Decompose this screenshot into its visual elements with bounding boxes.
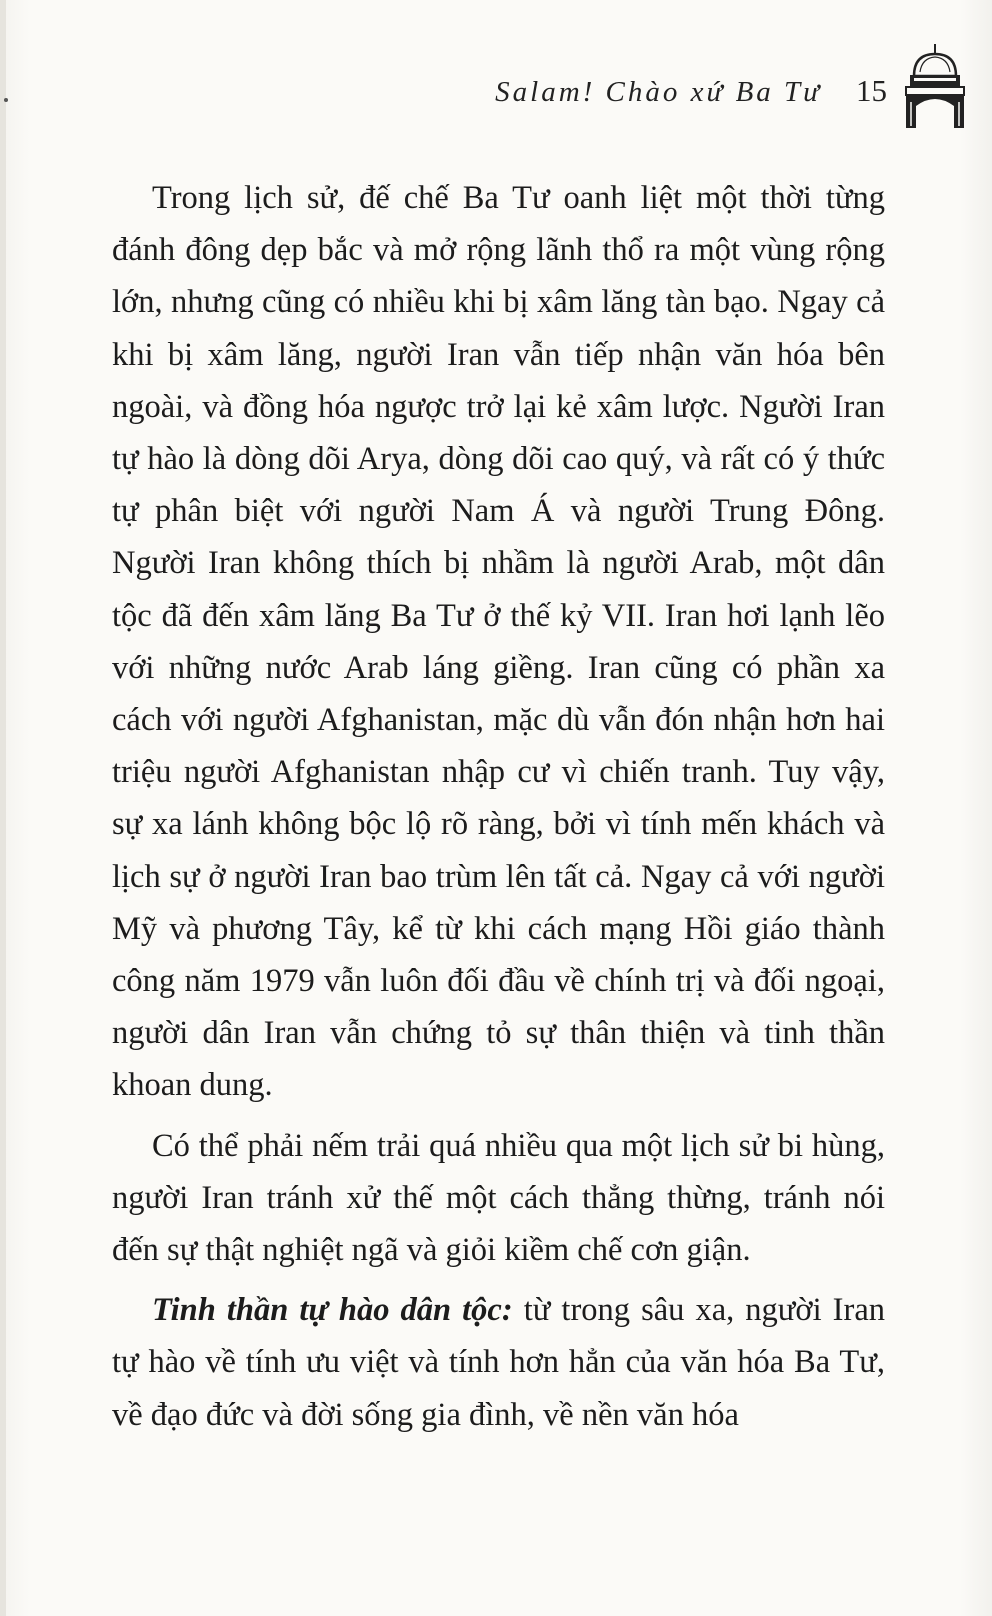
body-text — [112, 172, 885, 1441]
mosque-dome-icon — [902, 42, 968, 132]
paragraph-national-pride — [112, 1284, 885, 1441]
running-head: Salam! Chào xứ Ba Tư — [495, 76, 822, 108]
paragraph-national-pride-text: từ trong sâu xa, người Iran tự hào về tính ưu việt và tính hơn hẳn của văn hóa Ba Tư, về đạo đức và đời sống gia đình, về nền văn hóa — [112, 1292, 885, 1433]
paragraph-temperament: Có thể phải nếm trải quá nhiều qua một lịch sử bi hùng, người Iran tránh xử thế một cách thẳng thừng, tránh nói đến sự thật nghiệt ngã và giỏi kiềm chế cơn giận. — [112, 1127, 885, 1269]
page-header — [0, 0, 992, 150]
section-lead-heading: Tinh thần tự hào dân tộc: — [152, 1292, 513, 1329]
page-edge-shadow — [0, 0, 6, 1616]
paragraph-history: Trong lịch sử, đế chế Ba Tư oanh liệt một thời từng đánh đông dẹp bắc và mở rộng lãnh thổ ra một vùng rộng lớn, nhưng cũng có nhiều khi bị xâm lăng tàn bạo. Ngay cả khi bị xâm lăng, người Iran vẫn tiếp nhận văn hóa bên ngoài, và đồng hóa ngược trở lại kẻ xâm lược. Người Iran tự hào là dòng dõi Arya, dòng dõi cao quý, và rất có ý thức tự phân biệt với người Nam Á và người Trung Đông. Người Iran không thích bị nhầm là người Arab, một dân tộc đã đến xâm lăng Ba Tư ở thế kỷ VII. Iran hơi lạnh lẽo với những nước Arab láng giềng. Iran cũng có phần xa cách với người Afghanistan, mặc dù vẫn đón nhận hơn hai triệu người Afghanistan nhập cư vì chiến tranh. Tuy vậy, sự xa lánh không bộc lộ rõ ràng, bởi vì tính mến khách và lịch sự ở người Iran bao trùm lên tất cả. Ngay cả với người Mỹ và phương Tây, kể từ khi cách mạng Hồi giáo thành công năm 1979 vẫn luôn đối đầu về chính trị và đối ngoại, người dân Iran vẫn chứng tỏ sự thân thiện và tinh thần khoan dung. — [112, 180, 885, 1104]
page-number: 15 — [856, 73, 887, 108]
